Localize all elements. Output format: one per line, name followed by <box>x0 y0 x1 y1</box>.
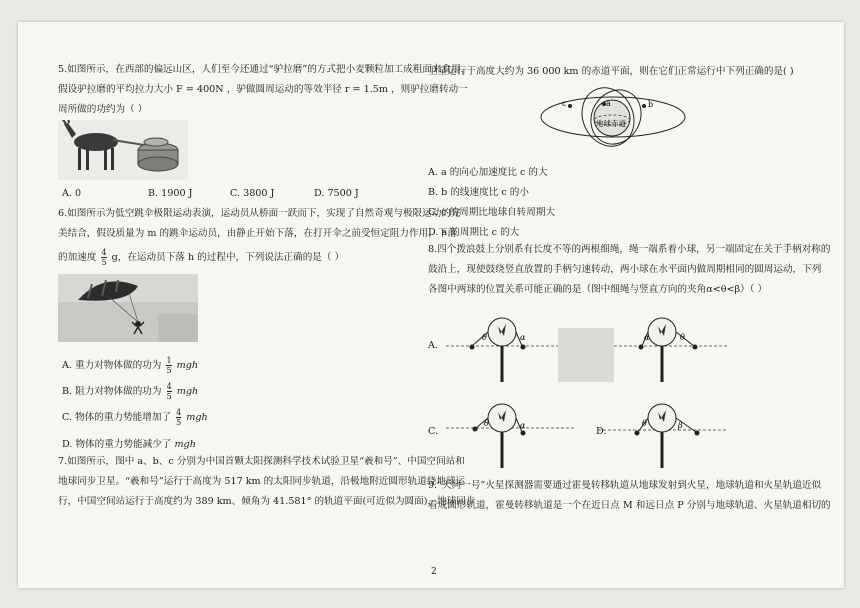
q6-text-line3: 的加速度 $\frac{4}{5}$ g，在运动员下落 h 的过程中，下列说法正确的是（ ） <box>58 248 345 267</box>
q8-text-line3: 各图中两球的位置关系可能正确的是（图中细绳与竖直方向的夹角α<θ<β）（ ） <box>428 284 768 295</box>
orbit-label-b: b <box>648 100 654 109</box>
angle-theta-a: θ <box>482 333 487 342</box>
q8-text-line2: 鼓沿上，现使鼓绕竖直放置的手柄匀速转动，两小球在水平面内做周期相同的圆周运动，下列 <box>428 264 822 275</box>
q6-option-c[interactable]: C. 物体的重力势能增加了 $\frac{4}{5}$ mgh <box>62 408 208 427</box>
orbit-label-c: c <box>562 99 567 108</box>
q7-text-line1: 7.如图所示，图中 a、b、c 分别为中国首颗太阳探测科学技术试验卫星“羲和号”、中国空间站和 <box>58 456 465 467</box>
page-number: 2 <box>431 567 437 577</box>
q8-text-line1: 8.四个拨浪鼓上分别系有长度不等的两根细绳，绳一端系着小球，另一端固定在关于手柄对称的 <box>428 244 831 255</box>
angle-beta-d: β <box>678 421 683 430</box>
q6-option-a[interactable]: A. 重力对物体做的功为 $\frac{1}{5}$ mgh <box>62 356 199 375</box>
q7-option-d[interactable]: D. a 的周期比 c 的大 <box>428 227 520 238</box>
exam-page <box>18 22 844 588</box>
donkey-mill-illustration <box>58 120 188 180</box>
fraction: $\frac{4}{5}$ <box>101 248 107 267</box>
q8-option-c[interactable]: C. <box>428 426 439 437</box>
q9-text-line2: 看成圆形轨道，霍曼转移轨道是一个在近日点 M 和远日点 P 分别与地球轨道、火星轨道相切的 <box>428 500 831 511</box>
q8-option-a[interactable]: A. <box>428 340 438 351</box>
q7-option-c[interactable]: C. c 的周期比地球自转周期大 <box>428 207 556 218</box>
q8-option-d[interactable]: D. <box>596 426 607 437</box>
q6-text-line1: 6.如图所示为低空跳伞极限运动表演，运动员从桥面一跃而下，实现了自然奇观与极限运动的完 <box>58 208 461 219</box>
q5-text-line2: 假设驴拉磨的平均拉力大小 F = 400N ，驴做圆周运动的等效半径 r = 1.5m ，则驴拉磨转动一 <box>58 84 468 95</box>
q5-option-b[interactable]: B. 1900 J <box>148 188 193 199</box>
drum-figure-b <box>558 304 728 382</box>
q7-text-continuation: 卫星运行于高度大约为 36 000 km 的赤道平面，则在它们正常运行中下列正确的是( ) <box>428 66 794 77</box>
angle-alpha-b: α <box>644 333 650 342</box>
angle-theta-d: θ <box>642 419 647 428</box>
satellite-orbits-diagram <box>538 82 688 152</box>
q5-option-a[interactable]: A. 0 <box>62 188 82 199</box>
q5-text-line1: 5.如图所示，在西部的偏远山区，人们至今还通过“驴拉磨”的方式把小麦颗粒加工成粗面来食用， <box>58 64 471 75</box>
q7-option-a[interactable]: A. a 的向心加速度比 c 的大 <box>428 167 548 178</box>
q7-text-line2: 地球同步卫星。“羲和号”运行于高度为 517 km 的太阳同步轨道，沿极地附近圆形轨道绕地球运 <box>58 476 466 487</box>
q9-text-line1: 9.“天问一号”火星探测器需要通过霍曼转移轨道从地球发射到火星，地球轨道和火星轨道近似 <box>428 480 822 491</box>
drum-figure-a <box>446 304 576 382</box>
q6-option-d[interactable]: D. 物体的重力势能减少了 mgh <box>62 439 196 450</box>
orbit-label-a: a <box>606 99 611 108</box>
q5-text-line3: 周所做的功约为（ ） <box>58 104 148 115</box>
drum-figure-d <box>598 390 728 468</box>
equator-label: 地球赤道 <box>596 119 626 128</box>
q5-option-d[interactable]: D. 7500 J <box>314 188 359 199</box>
drum-figure-c <box>446 390 576 468</box>
angle-theta-c: θ <box>484 419 489 428</box>
angle-theta-b: θ <box>680 333 685 342</box>
angle-alpha-a: α <box>520 333 526 342</box>
q6-text-line2: 美结合，假设质量为 m 的跳伞运动员，由静止开始下落，在打开伞之前受恒定阻力作用，下落 <box>58 228 457 239</box>
q7-text-line3: 行，中国空间站运行于高度约为 389 km、倾角为 41.581° 的轨道平面(可近似为圆面)，地球同步 <box>58 496 476 507</box>
angle-alpha-c: α <box>520 421 526 430</box>
parachute-photo <box>58 274 198 342</box>
q7-option-b[interactable]: B. b 的线速度比 c 的小 <box>428 187 529 198</box>
q5-option-c[interactable]: C. 3800 J <box>230 188 275 199</box>
q6-option-b[interactable]: B. 阻力对物体做的功为 $\frac{4}{5}$ mgh <box>62 382 199 401</box>
